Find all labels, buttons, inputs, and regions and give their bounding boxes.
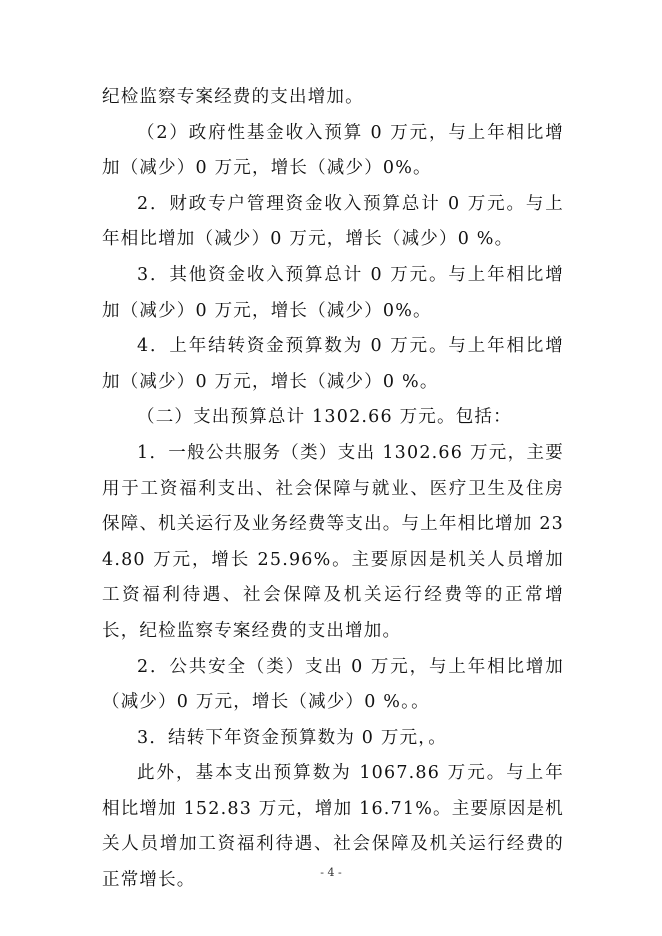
paragraph-carryover-next-year: 3．结转下年资金预算数为 0 万元，。 — [137, 727, 447, 748]
body-text — [102, 80, 564, 899]
page-number: - 4 - — [320, 866, 342, 879]
paragraph-basic-expenditure: 此外，基本支出预算数为 1067.86 万元。与上年相比增加 152.83 万元，增加 16.71%。主要原因是机关人员增加工资福利待遇、社会保障及机关运行经费的正常增长。 — [102, 763, 564, 891]
paragraph-government-fund-income: （2）政府性基金收入预算 0 万元，与上年相比增加（减少）0 万元，增长（减少）0%。 — [102, 122, 564, 179]
paragraph-carryover-income: 4．上年结转资金预算数为 0 万元。与上年相比增加（减少）0 万元，增长（减少）0 %。 — [102, 336, 564, 392]
paragraph-public-safety: 2．公共安全（类）支出 0 万元，与上年相比增加（减少）0 万元，增长（减少）0 %。。 — [102, 656, 564, 713]
paragraph-special-account-income: 2．财政专户管理资金收入预算总计 0 万元。与上年相比增加（减少）0 万元，增长（减少）0 %。 — [102, 193, 564, 250]
paragraph-continuation: 纪检监察专案经费的支出增加。 — [102, 87, 364, 107]
paragraph-expenditure-total: （二）支出预算总计 1302.66 万元。包括： — [137, 407, 512, 428]
paragraph-other-income: 3．其他资金收入预算总计 0 万元。与上年相比增加（减少）0 万元，增长（减少）0%。 — [102, 264, 564, 321]
paragraph-general-public-services: 1．一般公共服务（类）支出 1302.66 万元，主要用于工资福利支出、社会保障与就业、医疗卫生及住房保障、机关运行及业务经费等支出。与上年相比增加 234.80 万元，增长 25.96%。主要原因是机关人员增加工资福利待遇、社会保障及机关运行经费等的正常增长，纪检监察专案经费的支出增加。 — [102, 442, 564, 641]
